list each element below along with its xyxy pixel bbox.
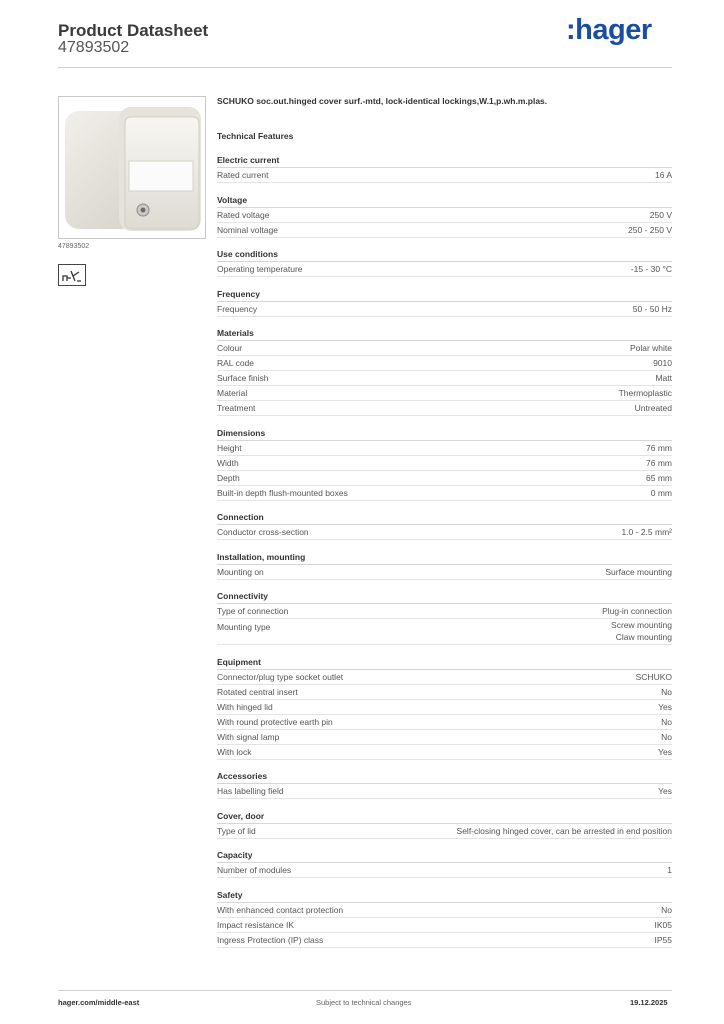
spec-label: Nominal voltage xyxy=(217,224,278,235)
spec-value: 76 mm xyxy=(646,442,672,453)
spec-label: RAL code xyxy=(217,358,255,368)
section-title: Installation, mounting xyxy=(217,550,672,565)
spec-value: Untreated xyxy=(634,403,672,413)
spec-section xyxy=(217,247,672,277)
spec-value: 1.0 - 2.5 mm² xyxy=(621,527,672,537)
spec-value: 65 mm xyxy=(646,472,672,483)
spec-value: -15 - 30 °C xyxy=(630,264,672,274)
spec-section xyxy=(217,589,672,645)
spec-row xyxy=(217,223,672,238)
spec-label: Type of connection xyxy=(217,606,289,616)
spec-value: Polar white xyxy=(629,343,672,353)
spec-row xyxy=(217,486,672,501)
spec-section xyxy=(217,326,672,416)
spec-label: With round protective earth pin xyxy=(217,716,333,727)
spec-row xyxy=(217,302,672,317)
spec-row xyxy=(217,168,672,183)
product-code: 47893502 xyxy=(58,39,130,56)
spec-section xyxy=(217,655,672,760)
spec-label: Number of modules xyxy=(217,865,292,875)
spec-section xyxy=(217,193,672,238)
spec-label: Rated voltage xyxy=(217,209,270,220)
logo-colon-icon: : xyxy=(566,14,576,46)
spec-row xyxy=(217,715,672,730)
socket-illustration xyxy=(59,97,205,238)
spec-label: Type of lid xyxy=(217,825,256,836)
spec-row xyxy=(217,341,672,356)
spec-value: 16 A xyxy=(654,170,672,180)
image-reference: 47893502 xyxy=(58,243,90,250)
spec-value: Yes xyxy=(658,746,672,757)
spec-value: 9010 xyxy=(653,358,672,368)
spec-label: Width xyxy=(217,457,239,468)
spec-section xyxy=(217,769,672,799)
spec-value: Matt xyxy=(655,373,672,383)
spec-row xyxy=(217,863,672,878)
spec-value xyxy=(611,620,672,643)
document-title: Product Datasheet xyxy=(58,21,209,40)
spec-value: 0 mm xyxy=(650,487,672,498)
spec-row xyxy=(217,386,672,401)
spec-label: Has labelling field xyxy=(217,786,284,796)
footer-website-link[interactable]: hager.com/middle-east xyxy=(58,998,140,1007)
spec-row xyxy=(217,784,672,799)
spec-row xyxy=(217,401,672,416)
section-title: Frequency xyxy=(217,287,672,302)
spec-label: Ingress Protection (IP) class xyxy=(217,934,324,945)
footer-date: 19.12.2025 xyxy=(630,998,668,1007)
section-title: Connection xyxy=(217,510,672,525)
spec-row xyxy=(217,208,672,223)
spec-section xyxy=(217,888,672,948)
spec-value: IK05 xyxy=(654,919,672,930)
section-title: Capacity xyxy=(217,848,672,863)
spec-row xyxy=(217,700,672,715)
spec-label: Impact resistance IK xyxy=(217,919,295,930)
brand-logo[interactable] xyxy=(566,14,652,47)
section-title: Electric current xyxy=(217,153,672,168)
spec-value: Yes xyxy=(658,786,672,796)
spec-row xyxy=(217,456,672,471)
technical-features-heading: Technical Features xyxy=(217,131,294,141)
product-description: SCHUKO soc.out.hinged cover surf.-mtd, lock-identical lockings,W.1,p.wh.m.plas. xyxy=(217,96,548,106)
spec-label: Conductor cross-section xyxy=(217,527,309,537)
spec-label: With signal lamp xyxy=(217,731,280,742)
spec-section xyxy=(217,809,672,839)
product-image xyxy=(58,96,206,239)
spec-value: 250 - 250 V xyxy=(628,224,672,235)
installation-symbol-icon xyxy=(58,264,86,286)
spec-label: Built-in depth flush-mounted boxes xyxy=(217,487,348,498)
spec-row xyxy=(217,262,672,277)
spec-section xyxy=(217,510,672,540)
spec-value: 1 xyxy=(667,865,672,875)
spec-value-line: Claw mounting xyxy=(615,631,672,642)
section-title: Connectivity xyxy=(217,589,672,604)
spec-value: 76 mm xyxy=(646,457,672,468)
spec-row xyxy=(217,903,672,918)
spec-label: With hinged lid xyxy=(217,701,273,712)
section-title: Voltage xyxy=(217,193,672,208)
spec-row xyxy=(217,525,672,540)
spec-row xyxy=(217,685,672,700)
footer-divider xyxy=(58,990,672,991)
spec-label: With lock xyxy=(217,746,252,757)
spec-row xyxy=(217,745,672,760)
spec-row xyxy=(217,371,672,386)
section-title: Cover, door xyxy=(217,809,672,824)
spec-row xyxy=(217,933,672,948)
spec-section xyxy=(217,426,672,501)
section-title: Dimensions xyxy=(217,426,672,441)
spec-value: Surface mounting xyxy=(605,566,672,577)
spec-label: Treatment xyxy=(217,403,256,413)
section-title: Equipment xyxy=(217,655,672,670)
spec-value: Yes xyxy=(658,701,672,712)
spec-label: Surface finish xyxy=(217,373,269,383)
spec-label: With enhanced contact protection xyxy=(217,904,344,915)
spec-label: Colour xyxy=(217,343,243,353)
spec-value: 50 - 50 Hz xyxy=(632,303,672,314)
spec-label: Mounting on xyxy=(217,566,264,577)
spec-value-line: Screw mounting xyxy=(611,620,672,630)
spec-label: Material xyxy=(217,388,248,398)
spec-section xyxy=(217,287,672,317)
spec-label: Frequency xyxy=(217,303,258,314)
spec-row xyxy=(217,471,672,486)
spec-row xyxy=(217,918,672,933)
header-divider xyxy=(58,67,672,68)
spec-value: Self-closing hinged cover, can be arrested in end position xyxy=(456,825,672,836)
spec-row xyxy=(217,356,672,371)
specs-table xyxy=(217,153,672,957)
spec-label: Rated current xyxy=(217,170,269,180)
spec-value: No xyxy=(661,716,672,727)
spec-value: Thermoplastic xyxy=(618,388,672,398)
spec-row xyxy=(217,565,672,580)
spec-row xyxy=(217,730,672,745)
spec-section xyxy=(217,848,672,878)
spec-label: Connector/plug type socket outlet xyxy=(217,671,344,682)
spec-value: No xyxy=(661,731,672,742)
section-title: Safety xyxy=(217,888,672,903)
spec-value: No xyxy=(661,686,672,697)
spec-value: SCHUKO xyxy=(635,671,672,682)
spec-row xyxy=(217,441,672,456)
spec-section xyxy=(217,550,672,580)
section-title: Accessories xyxy=(217,769,672,784)
spec-row xyxy=(217,670,672,685)
footer-notice: Subject to technical changes xyxy=(316,998,412,1007)
section-title: Materials xyxy=(217,326,672,341)
section-title: Use conditions xyxy=(217,247,672,262)
spec-value: 250 V xyxy=(649,209,672,220)
spec-label: Rotated central insert xyxy=(217,686,298,697)
spec-label: Height xyxy=(217,442,242,453)
spec-value: IP55 xyxy=(654,934,672,945)
spec-section xyxy=(217,153,672,183)
spec-row xyxy=(217,604,672,619)
logo-text: hager xyxy=(575,14,652,46)
spec-value: Plug-in connection xyxy=(602,606,672,616)
spec-label: Mounting type xyxy=(217,622,271,632)
spec-label: Depth xyxy=(217,472,240,483)
spec-row xyxy=(217,824,672,839)
spec-row xyxy=(217,619,672,645)
spec-value: No xyxy=(661,904,672,915)
spec-label: Operating temperature xyxy=(217,264,303,274)
